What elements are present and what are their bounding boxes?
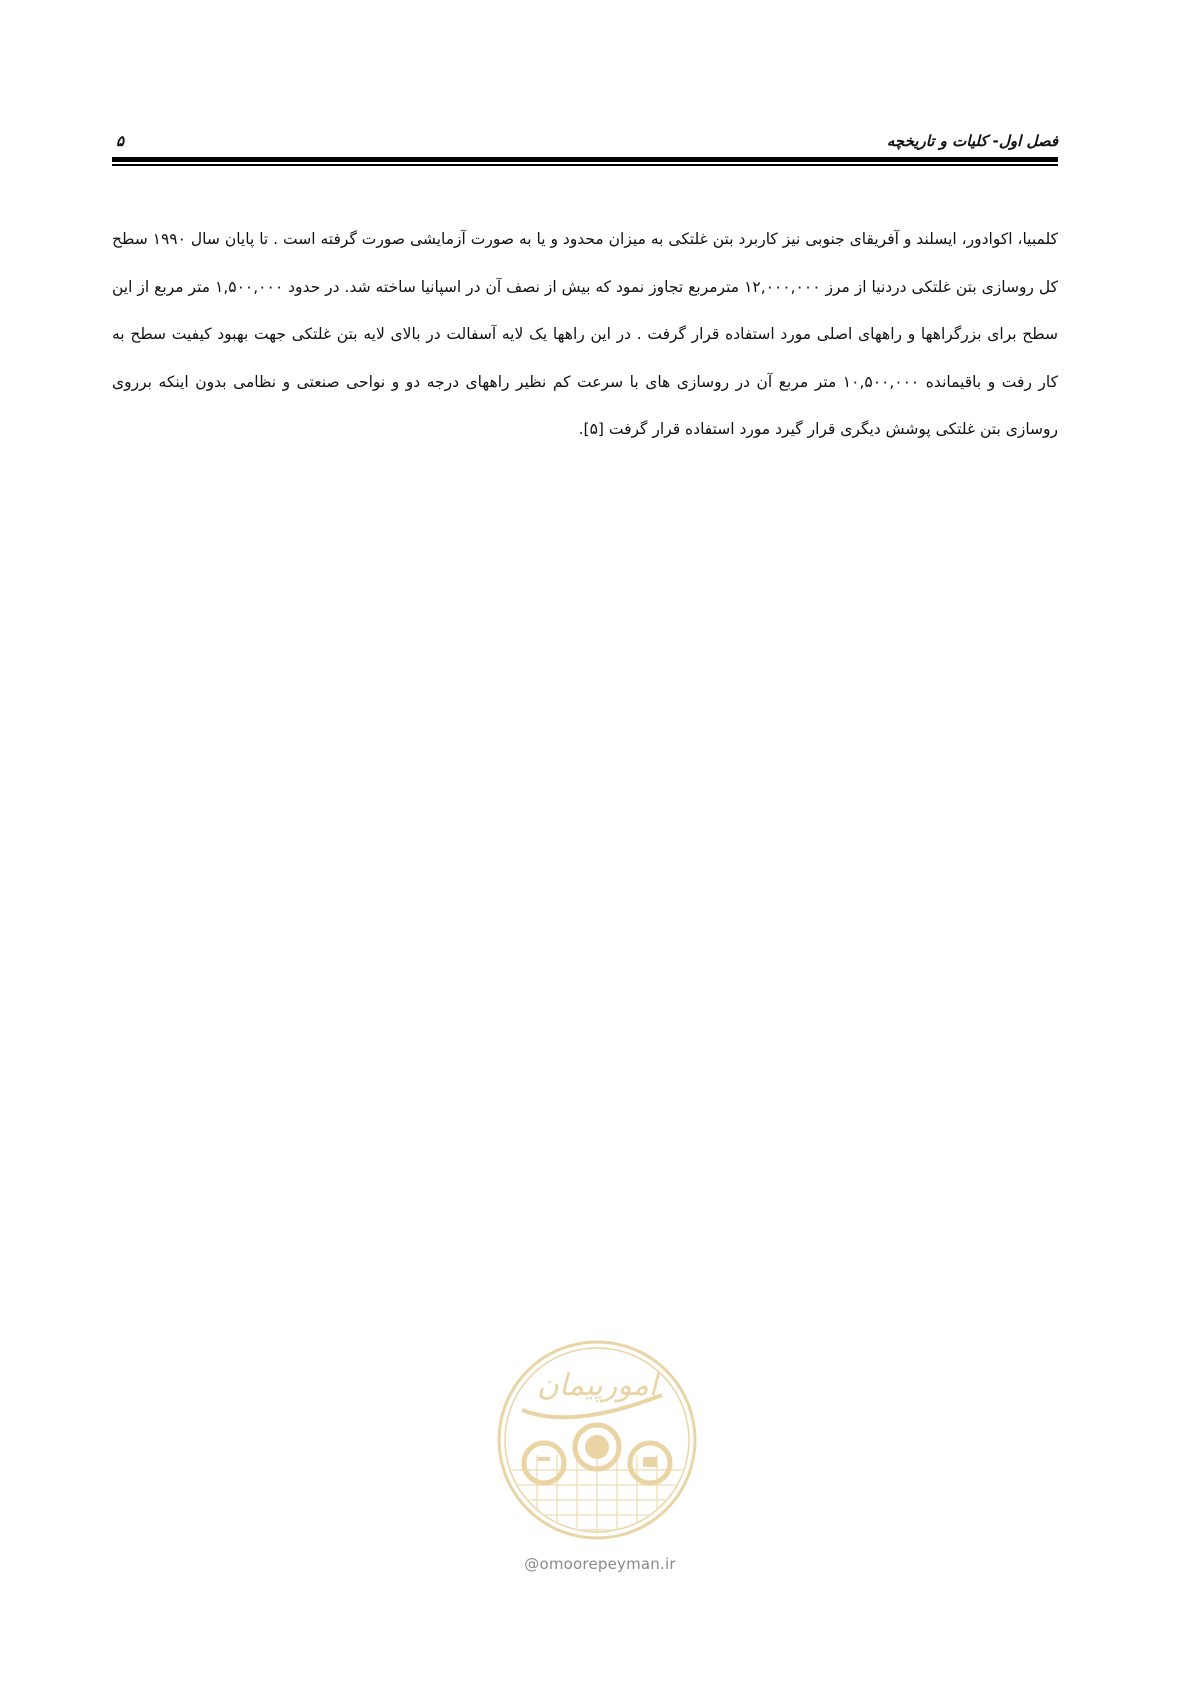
watermark-url: @omoorepeyman.ir xyxy=(524,1555,676,1573)
header-rule-thin xyxy=(112,164,1058,166)
watermark-logo-text: امورپیمان xyxy=(536,1368,658,1403)
chapter-title: فصل اول- کلیات و تاریخچه xyxy=(886,132,1058,150)
body-paragraph: کلمبیا، اکوادور، ایسلند و آفریقای جنوبی نیز کاربرد بتن غلتکی به میزان محدود و یا به صورت آزمایشی صورت گرفته است . تا پایان سال ۱۹۹۰ سطح کل روسازی بتن غلتکی دردنیا از مرز ۱۲,۰۰۰,۰۰۰ مترمربع تجاوز نمود که بیش از نصف آن در اسپانیا ساخته شد. در حدود ۱,۵۰۰,۰۰۰ متر مربع از این سطح برای بزرگراهها و راههای اصلی مورد استفاده قرار گرفت . در این راهها یک لایه آسفالت در بالای لایه بتن غلتکی جهت بهبود کیفیت سطح به کار رفت و باقیمانده ۱۰,۵۰۰,۰۰۰ متر مربع آن در روسازی های با سرعت کم نظیر راههای درجه دو و نواحی صنعتی و نظامی بدون اینکه برروی روسازی بتن غلتکی پوشش دیگری قرار گیرد مورد استفاده قرار گرفت [۵]. xyxy=(112,230,1059,438)
header-rule-thick xyxy=(112,157,1058,162)
page-header xyxy=(112,128,1058,160)
page-number: ۵ xyxy=(116,132,125,150)
watermark-emblem-icon xyxy=(492,1335,702,1545)
watermark-logo xyxy=(492,1335,702,1545)
